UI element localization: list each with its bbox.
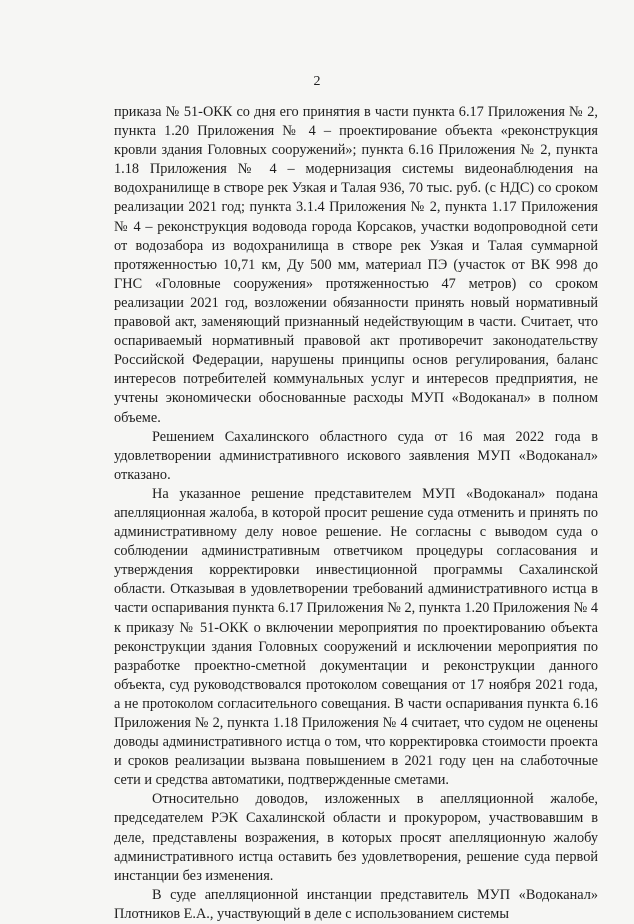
paragraph-5: В суде апелляционной инстанции представитель МУП «Водоканал» Плотников Е.А., участвующий в деле с использованием системы	[114, 886, 598, 922]
paragraph-3: На указанное решение представителем МУП «Водоканал» подана апелляционная жалоба, в которой просит решение суда отменить и принять по административному делу новое решение. Не согласны с выводом суда о соблюдении административным ответчиком процедуры согласования и утверждения корректировки инвестиционной программы Сахалинской области. Отказывая в удовлетворении требований административного истца в части оспаривания пункта 6.17 Приложения № 2, пункта 1.20 Приложения № 4 к приказу № 51-ОКК о включении мероприятия по проектированию объекта реконструкции здания Головных сооружений и исключении мероприятия по разработке проектно-сметной документации и реконструкции данного объекта, суд руководствовался протоколом совещания от 17 ноября 2021 года, а не протоколом согласительного совещания. В части оспаривания пункта 6.16 Приложения № 2, пункта 1.18 Приложения № 4 считает, что судом не оценены доводы административного истца о том, что корректировка стоимости проекта и сроков реализации вызвана повышением в 2021 году цен на слаботочные сети и средства автоматики, подтвержденные сметами.	[114, 485, 598, 789]
paragraph-4: Относительно доводов, изложенных в апелляционной жалобе, председателем РЭК Сахалинской области и прокурором, участвовавшим в деле, представлены возражения, в которых просят апелляционную жалобу административного истца оставить без удовлетворения, решение суда первой инстанции без изменения.	[114, 791, 598, 884]
paragraph-1: приказа № 51-ОКК со дня его принятия в части пункта 6.17 Приложения № 2, пункта 1.20 Приложения № 4 – проектирование объекта «реконструкция кровли здания Головных сооружений»; пункта 6.16 Приложения № 2, пункта 1.18 Приложения № 4 – модернизация системы видеонаблюдения на водохранилище в створе рек Узкая и Талая 936, 70 тыс. руб. (с НДС) со сроком реализации 2021 год; пункта 3.1.4 Приложения № 2, пункта 1.17 Приложения № 4 – реконструкция водовода города Корсаков, участки водопроводной сети от водозабора из водохранилища в створе рек Узкая и Талая суммарной протяженностью 10,71 км, Ду 500 мм, материал ПЭ (участок от ВК 998 до ГНС «Головные сооружения» протяженностью 47 метров) со сроком реализации 2021 год, возложении обязанности принять новый нормативный правовой акт, заменяющий признанный недействующим в части. Считает, что оспариваемый нормативный правовой акт противоречит законодательству Российской Федерации, нарушены принципы основ регулирования, баланс интересов потребителей коммунальных услуг и интересов предприятия, не учтены экономически обоснованные расходы МУП «Водоканал» в полном объеме.	[114, 104, 598, 426]
paragraph-2: Решением Сахалинского областного суда от 16 мая 2022 года в удовлетворении административного искового заявления МУП «Водоканал» отказано.	[114, 428, 598, 483]
document-body	[114, 103, 598, 924]
page-number: 2	[313, 74, 321, 89]
